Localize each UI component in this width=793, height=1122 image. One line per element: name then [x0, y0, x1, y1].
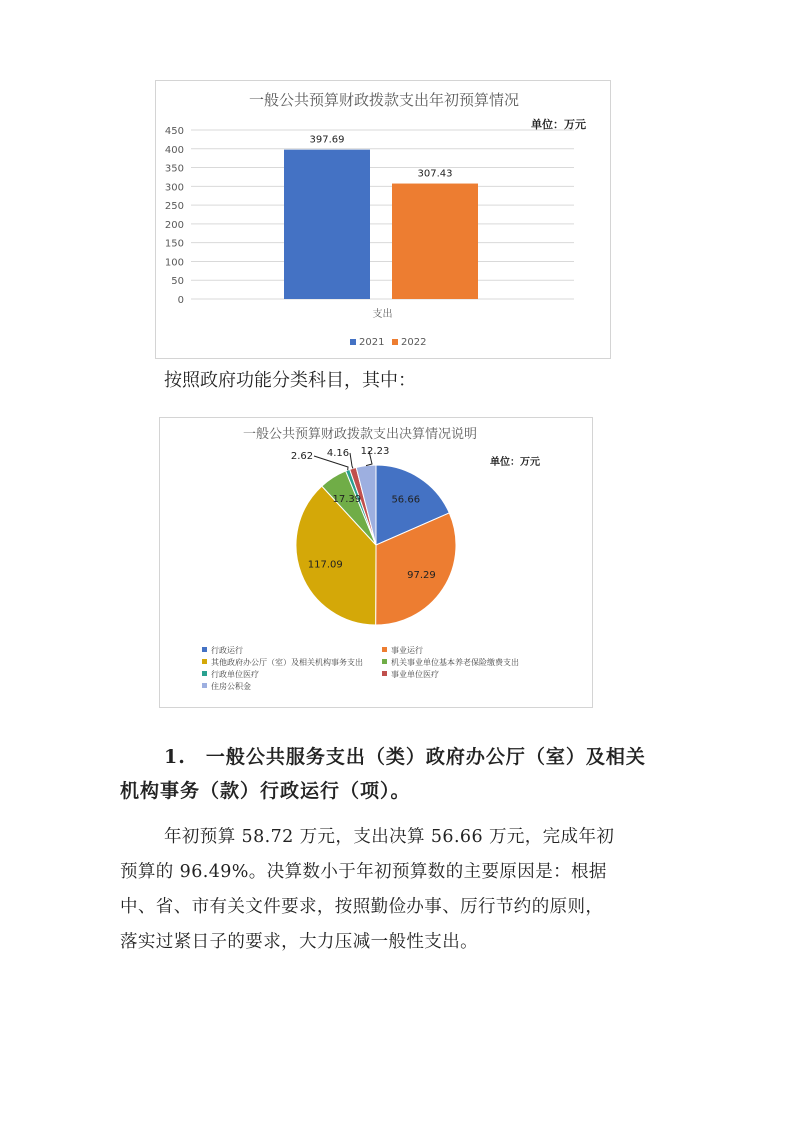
- pie-value-label: 56.66: [391, 494, 421, 506]
- pie-value-label: 117.09: [307, 559, 343, 571]
- bar-chart-y-axis: [165, 126, 184, 306]
- legend-swatch-2022: [392, 339, 398, 345]
- legend-label-2022: 2022: [401, 337, 427, 348]
- y-tick-label: 400: [164, 144, 184, 156]
- bar-value-label: 397.69: [309, 134, 345, 146]
- x-category-label: 支出: [372, 309, 393, 320]
- bar-value-label: 307.43: [417, 168, 453, 180]
- pie-chart-title: 一般公共预算财政拨款支出决算情况说明: [242, 427, 478, 442]
- paragraph-line-3: 中、省、市有关文件要求，按照勤俭办事、厉行节约的原则，: [120, 897, 604, 917]
- pie-legend-swatch: [202, 671, 207, 676]
- pie-legend-item: [382, 646, 423, 656]
- legend-swatch-2021: [350, 339, 356, 345]
- pie-chart-unit: 单位：万元: [490, 457, 540, 468]
- pie-chart-svg: [160, 418, 594, 643]
- pie-legend-label: 机关事业单位基本养老保险缴费支出: [391, 658, 519, 667]
- budget-bar-chart: [155, 80, 611, 359]
- pie-legend-label: 行政单位医疗: [211, 670, 259, 679]
- y-tick-label: 350: [164, 163, 184, 175]
- y-tick-label: 100: [164, 257, 184, 269]
- intro-text: 按照政府功能分类科目，其中：: [164, 370, 416, 391]
- y-tick-label: 250: [164, 201, 184, 213]
- y-tick-label: 450: [164, 126, 184, 137]
- pie-value-label: 4.16: [326, 448, 350, 459]
- bar-chart-grid: [191, 130, 574, 299]
- y-tick-label: 200: [164, 219, 184, 231]
- y-tick-label: 0: [177, 295, 184, 306]
- bar-chart-title: 一般公共预算财政拨款支出年初预算情况: [248, 91, 520, 109]
- pie-legend-label: 行政运行: [211, 646, 243, 655]
- paragraph-line-2: 预算的 96.49%。决算数小于年初预算数的主要原因是：根据: [120, 862, 607, 882]
- pie-legend-swatch: [382, 647, 387, 652]
- pie-value-label: 97.29: [407, 569, 436, 581]
- pie-legend-item: [202, 682, 251, 692]
- legend-label-2021: 2021: [359, 337, 385, 348]
- bar-chart-legend: [350, 337, 426, 348]
- paragraph-line-4: 落实过紧日子的要求，大力压减一般性支出。: [120, 932, 478, 952]
- pie-value-label: 12.23: [360, 446, 390, 457]
- pie-value-label: 2.62: [290, 451, 314, 462]
- bar-2022: [392, 184, 478, 299]
- bar-chart-unit: 单位：万元: [531, 118, 586, 131]
- section-heading-line-1: 1. 一般公共服务支出（类）政府办公厅（室）及相关: [164, 746, 646, 768]
- pie-chart-slices: [296, 465, 456, 625]
- pie-legend-label: 事业运行: [391, 646, 423, 655]
- bar-2021: [284, 150, 370, 299]
- pie-leader-line: [350, 453, 353, 468]
- pie-legend-item: [202, 670, 259, 680]
- section-heading-line-2: 机构事务（款）行政运行（项）。: [120, 780, 411, 802]
- y-tick-label: 50: [171, 276, 184, 288]
- expenditure-pie-chart: [159, 417, 593, 708]
- bar-chart-bars: [284, 135, 478, 299]
- pie-legend-item: [382, 670, 439, 680]
- pie-legend-swatch: [382, 659, 387, 664]
- y-tick-label: 150: [164, 238, 184, 250]
- pie-legend-swatch: [202, 647, 207, 652]
- paragraph-line-1: 年初预算 58.72 万元，支出决算 56.66 万元，完成年初: [164, 827, 615, 847]
- pie-legend-item: [382, 658, 519, 668]
- pie-legend-swatch: [202, 659, 207, 664]
- pie-legend-item: [202, 646, 243, 656]
- y-tick-label: 300: [164, 182, 184, 194]
- pie-legend-label: 其他政府办公厅（室）及相关机构事务支出: [211, 658, 363, 667]
- bar-chart-svg: [156, 81, 612, 360]
- pie-legend-label: 事业单位医疗: [391, 670, 439, 679]
- pie-legend-label: 住房公积金: [211, 682, 251, 691]
- bar-chart-x-axis: [373, 307, 393, 320]
- pie-value-label: 17.39: [332, 494, 362, 506]
- pie-legend-swatch: [382, 671, 387, 676]
- pie-legend-item: [202, 658, 363, 668]
- pie-legend-swatch: [202, 683, 207, 688]
